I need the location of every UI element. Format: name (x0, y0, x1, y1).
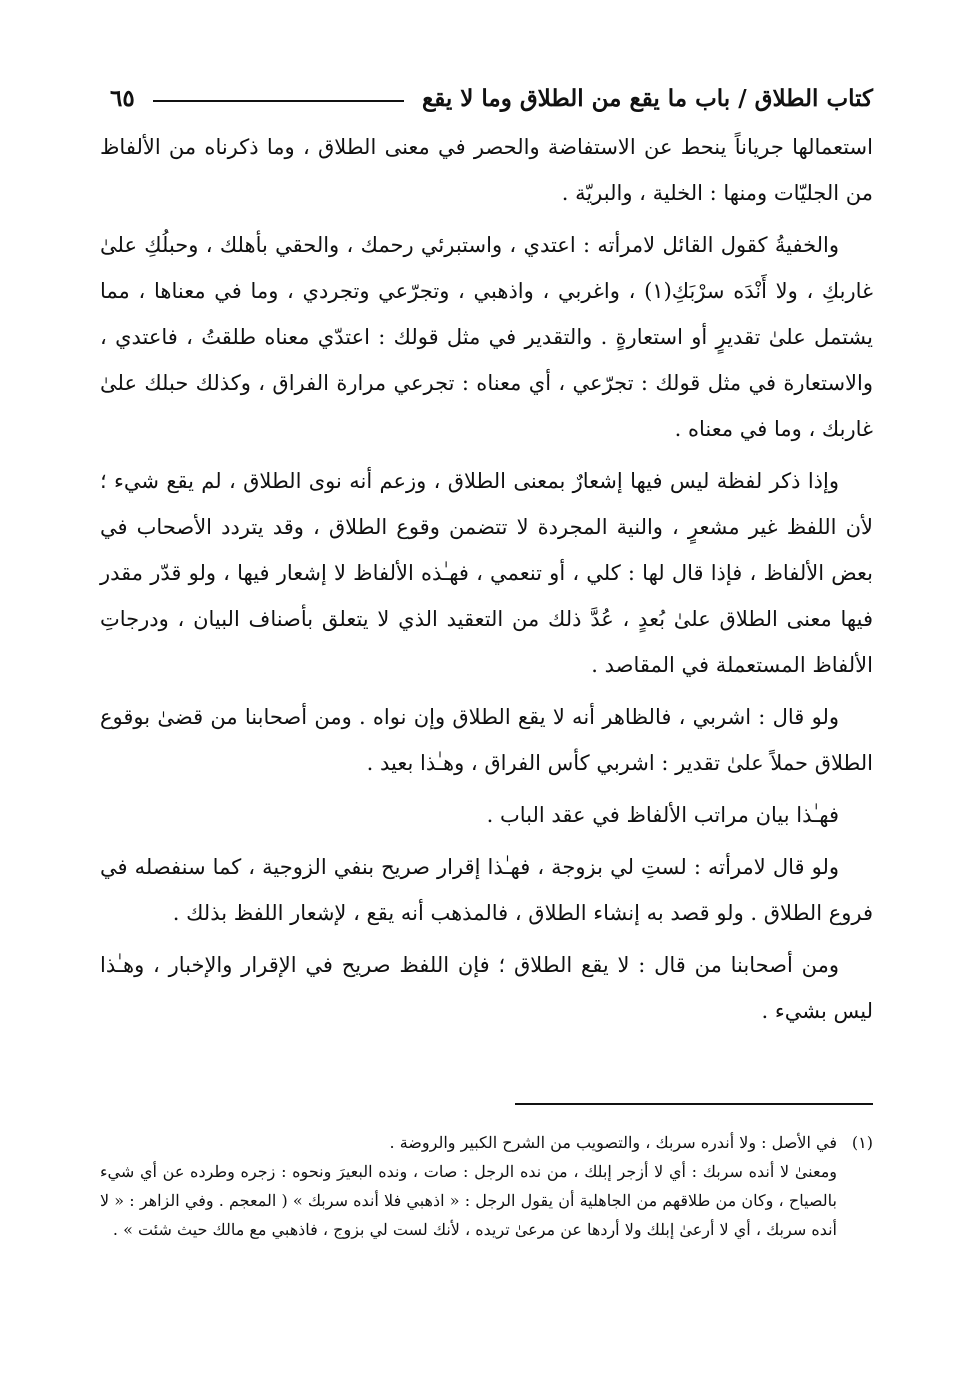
page-number: ٦٥ (110, 84, 135, 112)
paragraph: ومن أصحابنا من قال : لا يقع الطلاق ؛ فإن اللفظ صريح في الإقرار والإخبار ، وهـٰذا ليس بشيء . (100, 953, 873, 1023)
page-header (100, 78, 873, 118)
paragraph: ولو قال لامرأته : لستِ لي بزوجة ، فهـٰذا إقرار صريح بنفي الزوجية ، كما سنفصله في فروع الطلاق . ولو قصد به إنشاء الطلاق ، فالمذهب أنه يقع ، لإشعار اللفظ بذلك . (100, 855, 873, 925)
paragraph: وإذا ذكر لفظة ليس فيها إشعارٌ بمعنى الطلاق ، وزعم أنه نوى الطلاق ، لم يقع شيء ؛ لأن اللفظ غير مشعرٍ ، والنية المجردة لا تتضمن وقوع الطلاق ، وقد يتردد الأصحاب في بعض الألفاظ ، فإذا قال لها : كلي ، أو تنعمي ، فهـٰذه الألفاظ لا إشعار فيها ، ولو قدّر مقدر فيها معنى الطلاق علىٰ بُعدٍ ، عُدَّ ذلك من التعقيد الذي لا يتعلق بأصناف البيان ، ودرجاتِ الألفاظ المستعملة في المقاصد . (100, 469, 873, 677)
main-text (100, 124, 873, 1040)
footnote-body: ومعنىٰ لا أنده سربك : أي لا أزجر إبلك ، من نده الرجل : صات ، ونده البعيرَ ونحوه : زجره وطرده عن أي شيء بالصياح ، وكان من طلاقهم من الجاهلية أن يقول الرجل : « اذهبي فلا أنده سربك » ( المعجم . وفي الزاهر : « لا أنده سربك ، أي لا أرعىٰ إبلك ولا أردها عن مرعىٰ تريده ، لأنك لست لي بزوج ، فاذهبي مع مالك حيث شئت » . (100, 1162, 837, 1239)
footnote-first-line (100, 1128, 873, 1157)
paragraph: والخفيةُ كقول القائل لامرأته : اعتدي ، واستبرئي رحمك ، والحقي بأهلك ، وحبلُكِ علىٰ غاربكِ ، ولا أَنْدَه سرْبَكِ(١) ، واغربي ، واذهبي ، وتجرّعي وتجردي ، وما في معناها ، مما يشتمل علىٰ تقديرٍ أو استعارةٍ . والتقدير في مثل قولك : اعتدّي معناه طلقتُ ، فاعتدي ، والاستعارة في مثل قولك : تجرّعي ، أي معناه : تجرعي مرارة الفراق ، وكذلك حبلك علىٰ غاربك ، وما في معناه . (100, 233, 873, 441)
footnote-text: في الأصل : ولا أندره سربك ، والتصويب من الشرح الكبير والروضة . (389, 1133, 837, 1152)
paragraph: استعمالها جرياناً ينحط عن الاستفاضة والحصر في معنى الطلاق ، وما ذكرناه من الألفاظ من الجليّات ومنها : الخلية ، والبريّة . (100, 135, 873, 205)
footnotes (100, 1128, 873, 1244)
header-rule (153, 100, 404, 102)
running-title: كتاب الطلاق / باب ما يقع من الطلاق وما لا يقع (421, 84, 873, 112)
footnote-rule (515, 1103, 873, 1105)
paragraph: ولو قال : اشربي ، فالظاهر أنه لا يقع الطلاق وإن نواه . ومن أصحابنا من قضىٰ بوقوع الطلاق حملاً علىٰ تقدير : اشربي كأس الفراق ، وهـٰذا بعيد . (100, 705, 873, 775)
paragraph: فهـٰذا بيان مراتب الألفاظ في عقد الباب . (486, 803, 839, 827)
footnote-label: (١) (851, 1133, 873, 1152)
